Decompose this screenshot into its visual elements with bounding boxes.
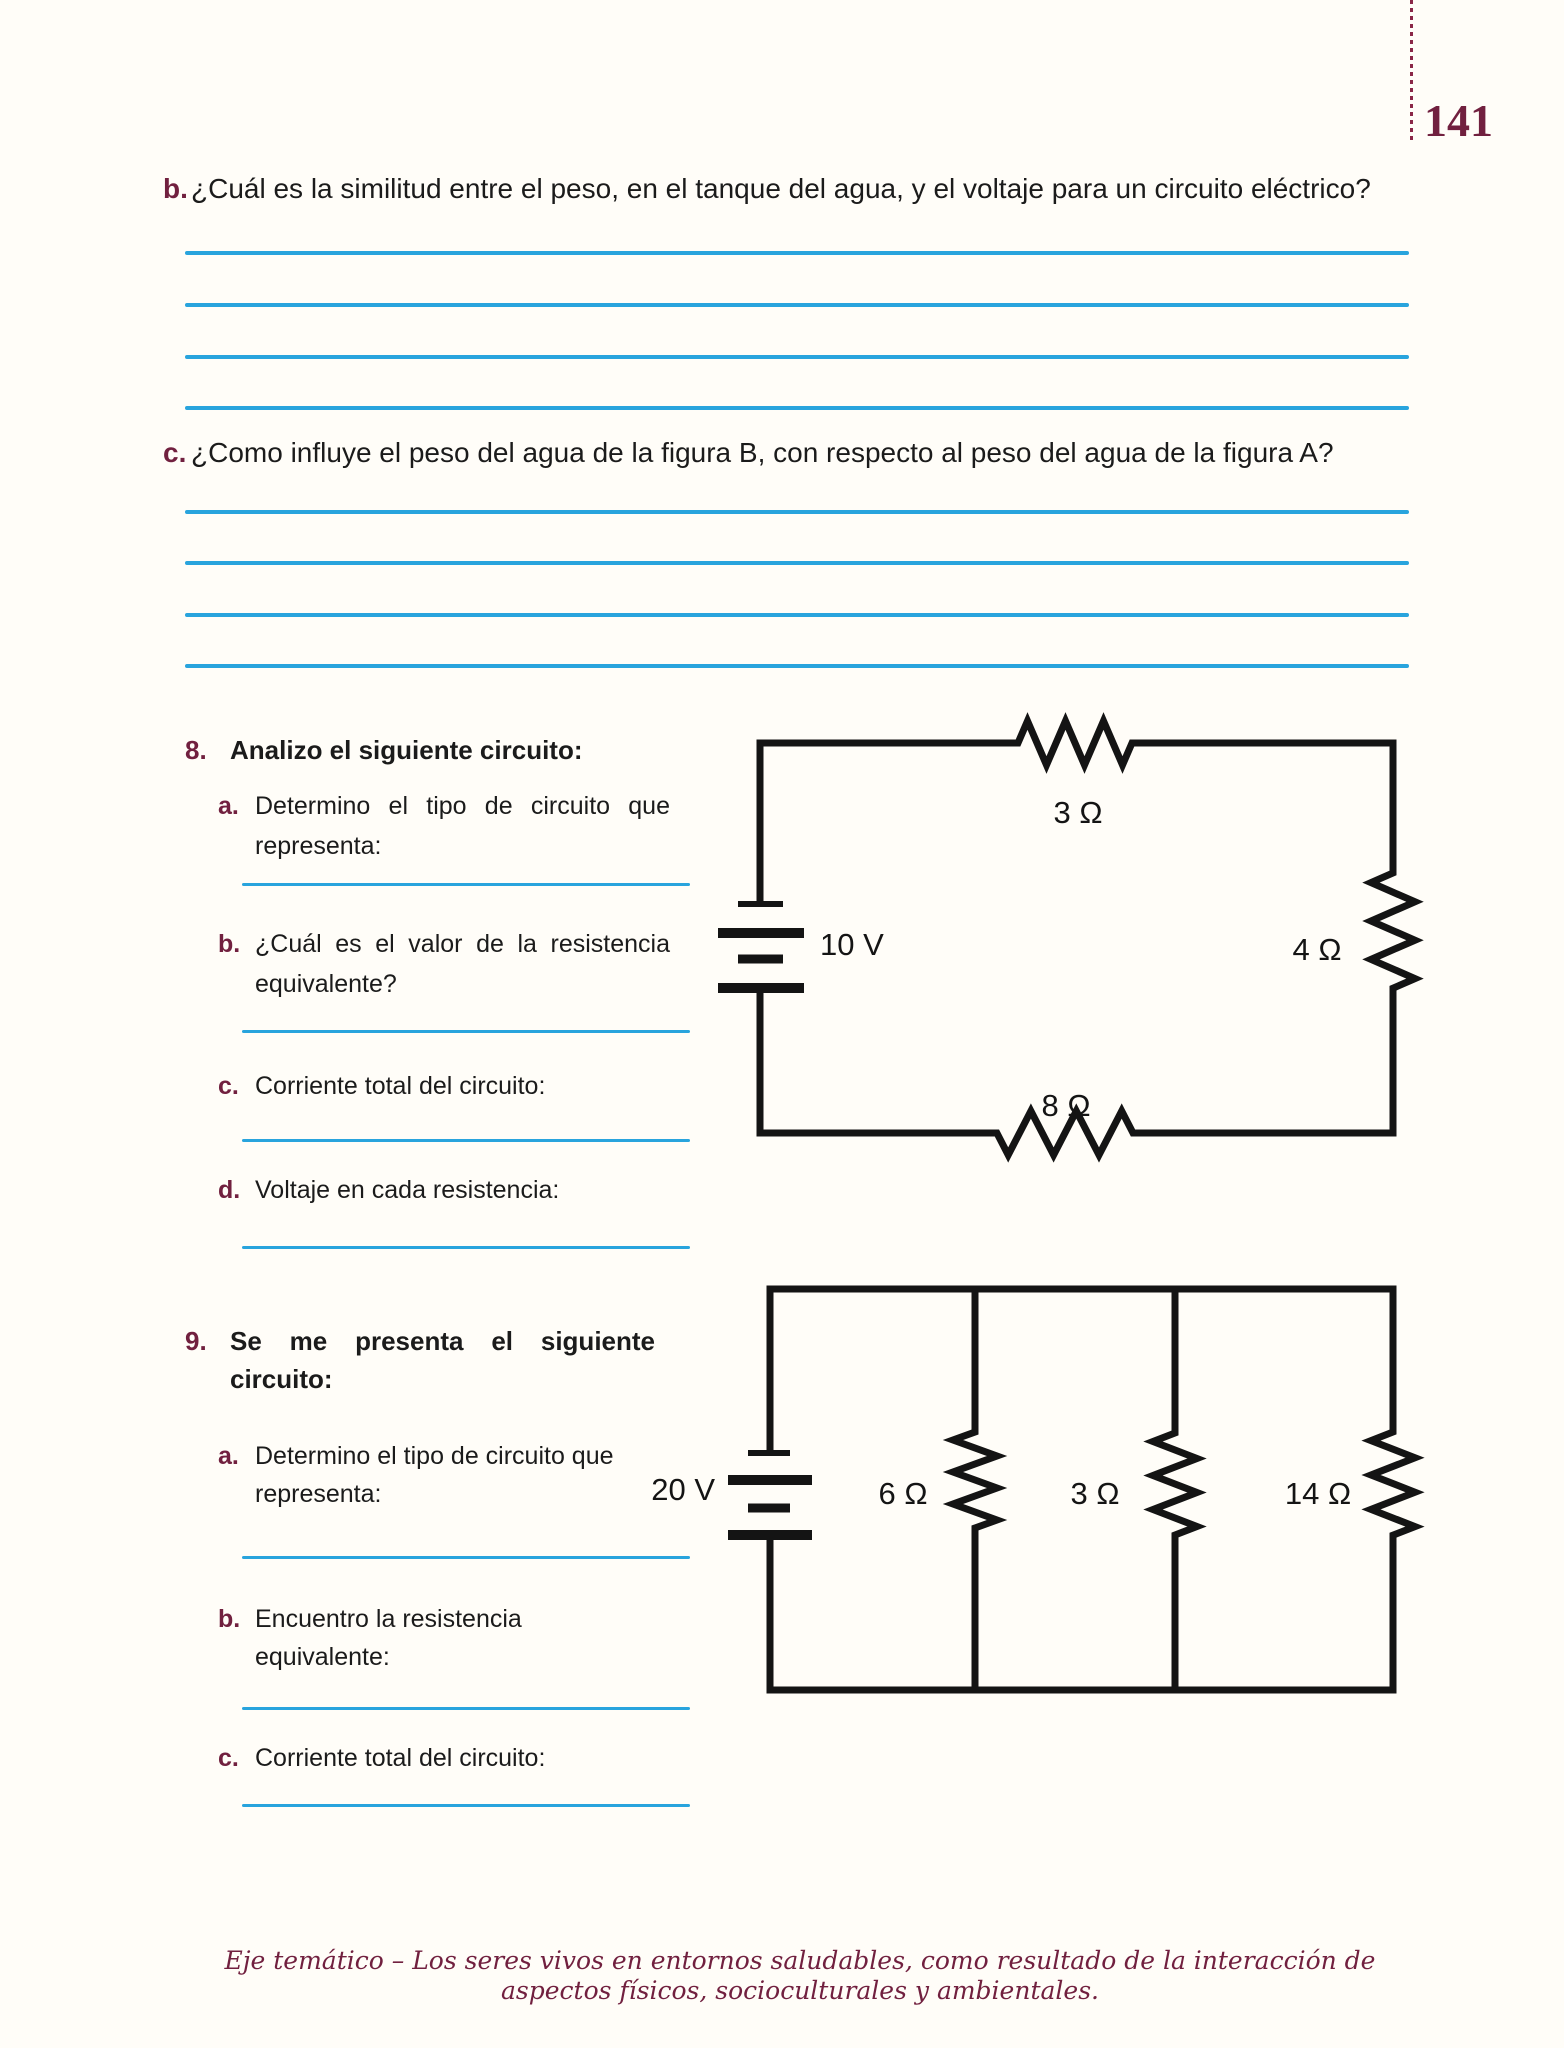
battery-1-voltage-label: 10 V [820,927,884,962]
question-8b-label: b. [218,930,241,958]
page-number: 141 [1424,95,1493,146]
question-9c-text: Corriente total del circuito: [255,1744,546,1772]
question-9b-label: b. [218,1605,241,1633]
question-9c-label: c. [218,1744,239,1772]
footer-theme-line: Eje temático – Los seres vivos en entornos saludables, como resultado de la interacción de aspectos físicos, socioculturales y ambientales. [224,1946,1376,2005]
question-c-text: ¿Como influye el peso del agua de la figura B, con respecto al peso del agua de la figura A? [191,437,1334,468]
resistor-label-3ohm-series: 3 Ω [1053,795,1103,830]
section-9-title: Se me presenta el siguiente circuito: [230,1326,655,1394]
section-9-number: 9. [185,1326,207,1356]
battery-1-symbol [718,904,804,988]
resistor-label-8ohm-series: 8 Ω [1041,1088,1091,1123]
question-c-label: c. [163,437,187,468]
battery-2-voltage-label: 20 V [651,1472,715,1507]
resistor-label-3ohm-parallel: 3 Ω [1070,1476,1120,1511]
question-9a-label: a. [218,1442,239,1470]
section-8-title: Analizo el siguiente circuito: [230,735,583,765]
resistor-label-4ohm-series: 4 Ω [1292,932,1342,967]
question-9a-text: Determino el tipo de circuito que representa: [255,1442,614,1508]
circuit-2-branch2-wire [1153,1289,1197,1690]
question-8c-text: Corriente total del circuito: [255,1072,546,1100]
question-8a-label: a. [218,792,239,820]
question-8c-label: c. [218,1072,239,1100]
section-8-number: 8. [185,735,207,765]
question-b-label: b. [163,173,188,204]
question-9b-text: Encuentro la resistencia equivalente: [255,1605,522,1671]
question-8d-label: d. [218,1176,241,1204]
question-8a-text: Determino el tipo de circuito que representa: [255,792,670,860]
resistor-label-6ohm-parallel: 6 Ω [878,1476,928,1511]
question-8d-text: Voltaje en cada resistencia: [255,1176,560,1204]
circuit-2-branch1-wire [953,1289,997,1690]
battery-2-symbol [728,1453,812,1535]
resistor-label-14ohm-parallel: 14 Ω [1284,1476,1352,1511]
question-8b-text: ¿Cuál es el valor de la resistencia equivalente? [255,930,670,998]
question-b-text: ¿Cuál es la similitud entre el peso, en el tanque del agua, y el voltaje para un circuito eléctrico? [191,173,1371,204]
